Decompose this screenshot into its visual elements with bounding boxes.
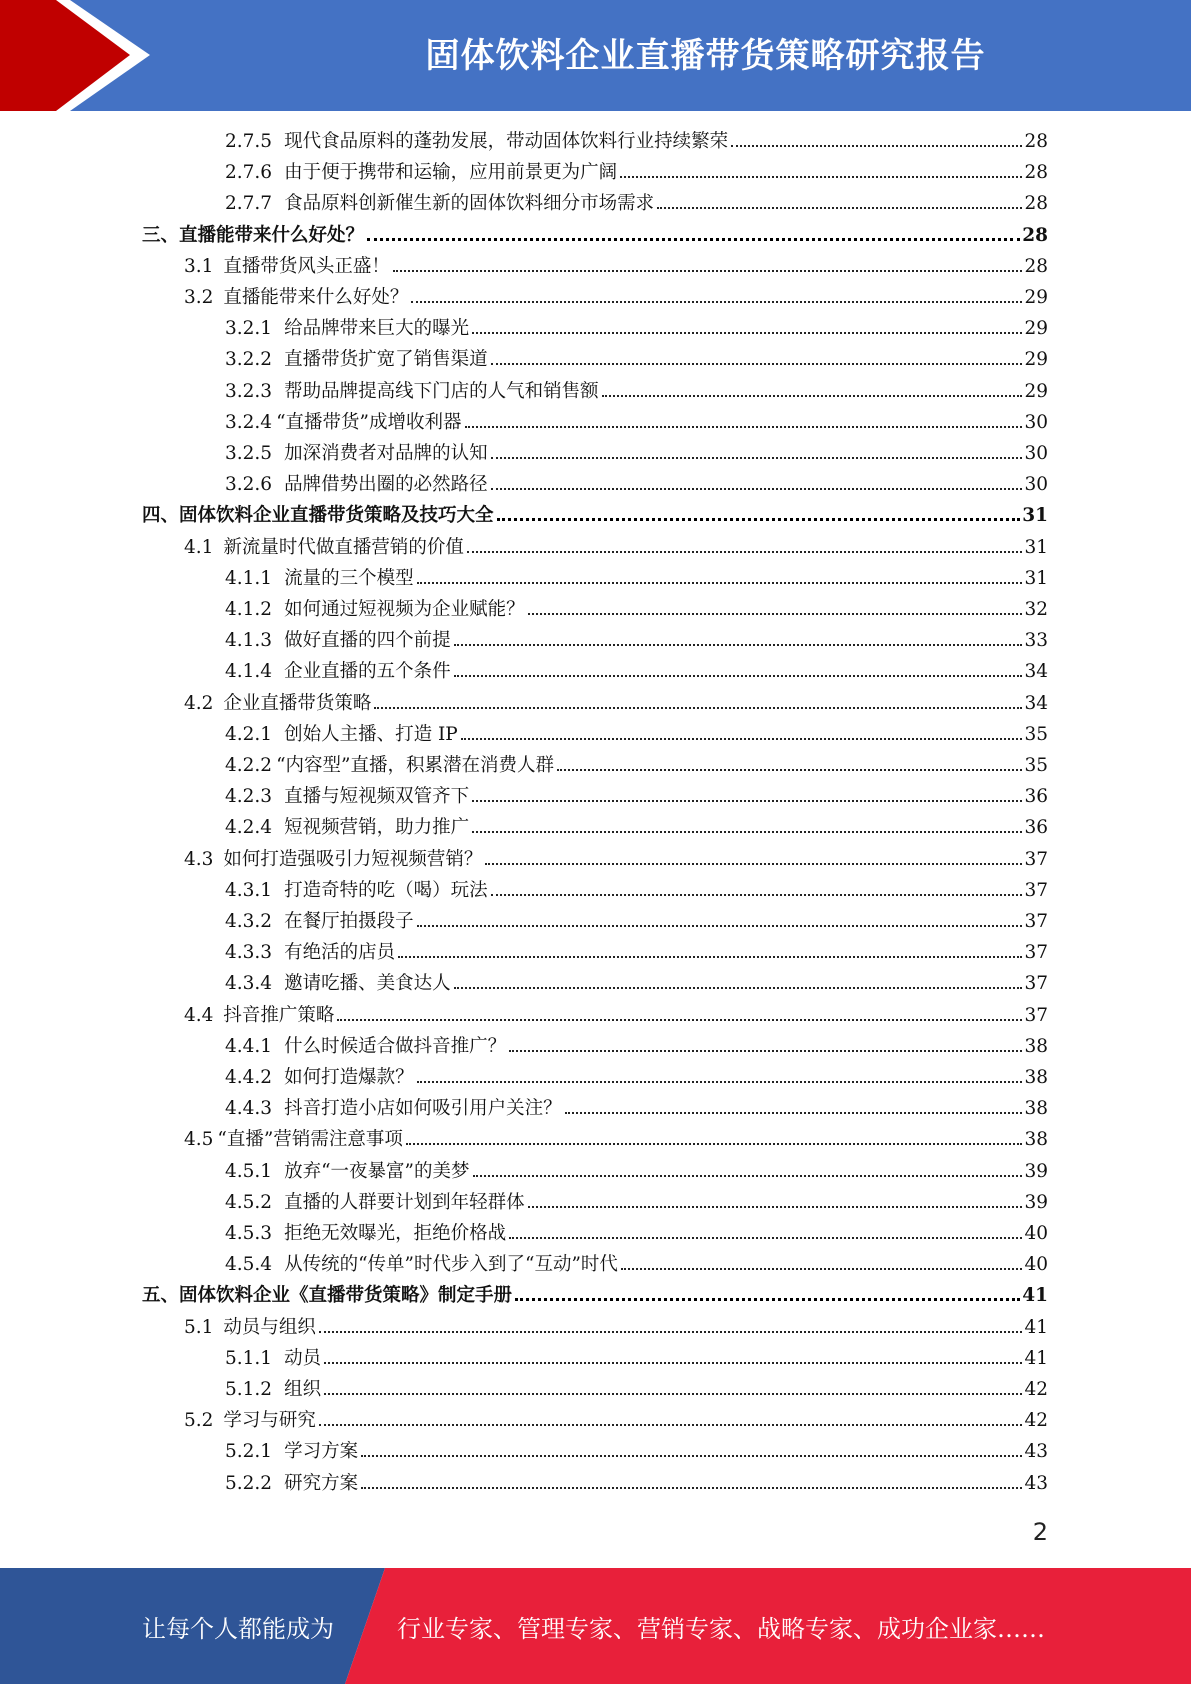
toc-entry-page: 36	[1024, 817, 1048, 839]
page-number: 2	[1032, 1518, 1048, 1546]
toc-entry-title: “直播带货”成增收利器	[276, 411, 462, 433]
toc-entry-number: 5.1.2	[225, 1379, 273, 1400]
toc-entry[interactable]	[184, 844, 1048, 875]
toc-entry-title: 食品原料创新催生新的固体饮料细分市场需求	[284, 193, 655, 215]
toc-entry-page: 33	[1024, 630, 1048, 652]
toc-entry[interactable]	[225, 438, 1048, 469]
toc-entry-number: 3.2.5	[225, 443, 273, 464]
toc-entry[interactable]	[225, 937, 1048, 968]
toc-entry-title: 企业直播带货策略	[223, 692, 372, 714]
toc-dot-leader	[319, 1331, 1023, 1333]
toc-entry-title: “直播”营销需注意事项	[217, 1129, 403, 1151]
toc-entry-title: 学习与研究	[223, 1410, 316, 1432]
toc-entry-page: 43	[1024, 1441, 1048, 1463]
toc-entry-title: 动员	[284, 1347, 322, 1369]
toc-dot-leader	[319, 1424, 1023, 1426]
toc-entry-title: 直播与短视频双管齐下	[284, 786, 470, 808]
toc-entry[interactable]	[225, 1062, 1048, 1093]
toc-entry-title: 由于便于携带和运输，应用前景更为广阔	[284, 162, 618, 184]
toc-entry-page: 35	[1024, 723, 1048, 745]
toc-entry-page: 40	[1024, 1223, 1048, 1244]
toc-entry-number: 3.2.1	[225, 318, 273, 340]
toc-entry-page: 28	[1022, 224, 1048, 246]
toc-dot-leader	[374, 707, 1022, 709]
toc-dot-leader	[417, 582, 1023, 584]
toc-entry-page: 39	[1024, 1160, 1048, 1182]
toc-entry-title: 抖音推广策略	[223, 1004, 335, 1026]
toc-entry-title: 直播带货扩宽了销售渠道	[284, 349, 488, 371]
toc-entry-number: 三、	[142, 224, 180, 246]
toc-entry-title: 拒绝无效曝光，拒绝价格战	[284, 1223, 507, 1244]
toc-entry[interactable]	[225, 1187, 1048, 1218]
toc-dot-leader	[602, 395, 1023, 397]
footer-slogan-right: 行业专家、管理专家、营销专家、战略专家、成功企业家……	[397, 1614, 1045, 1643]
toc-dot-leader	[491, 457, 1023, 459]
toc-entry-number: 4.4.2	[225, 1067, 273, 1088]
toc-entry[interactable]	[184, 282, 1048, 313]
toc-entry[interactable]	[225, 1093, 1048, 1124]
toc-entry-number: 3.2.3	[225, 380, 273, 402]
toc-entry-page: 29	[1024, 318, 1048, 340]
toc-entry-number: 4.5.3	[225, 1223, 273, 1244]
toc-dot-leader	[515, 1298, 1020, 1301]
toc-dot-leader	[337, 1019, 1022, 1021]
toc-entry-page: 30	[1024, 443, 1048, 464]
toc-dot-leader	[528, 1206, 1023, 1208]
toc-entry-title: 直播带货风头正盛！	[223, 255, 390, 277]
toc-entry-page: 41	[1024, 1316, 1048, 1338]
toc-entry-page: 35	[1024, 755, 1048, 776]
toc-entry-number: 3.1	[184, 255, 214, 277]
toc-entry-number: 五、	[142, 1285, 180, 1307]
toc-entry-number: 4.2.2	[225, 755, 273, 776]
toc-entry-number: 4.3	[184, 848, 214, 870]
toc-entry-number: 4.2	[184, 692, 214, 714]
toc-entry-title: 如何打造强吸引力短视频营销？	[223, 848, 483, 870]
toc-entry-title: 如何打造爆款？	[284, 1067, 414, 1088]
toc-entry-page: 38	[1024, 1067, 1048, 1088]
toc-entry-title: 帮助品牌提高线下门店的人气和销售额	[284, 380, 599, 402]
toc-entry[interactable]	[184, 1312, 1048, 1343]
toc-entry-title: 研究方案	[284, 1472, 359, 1494]
toc-entry-title: 直播能带来什么好处？	[223, 287, 409, 308]
toc-entry-title: “内容型”直播，积累潜在消费人群	[276, 755, 554, 776]
toc-entry-title: 品牌借势出圈的必然路径	[284, 474, 488, 496]
toc-entry-title: 短视频营销，助力推广	[284, 817, 470, 839]
toc-entry[interactable]	[225, 563, 1048, 594]
toc-entry-page: 29	[1024, 349, 1048, 371]
toc-entry[interactable]	[225, 906, 1048, 937]
toc-entry[interactable]	[225, 781, 1048, 812]
toc-entry-page: 34	[1024, 661, 1048, 683]
toc-entry[interactable]	[184, 532, 1048, 563]
toc-dot-leader	[411, 301, 1022, 303]
toc-entry-page: 43	[1024, 1472, 1048, 1494]
toc-dot-leader	[472, 800, 1022, 802]
toc-entry-page: 38	[1024, 1098, 1048, 1120]
toc-entry[interactable]	[142, 500, 1048, 531]
toc-entry-title: 打造奇特的吃（喝）玩法	[284, 879, 488, 901]
toc-entry-number: 5.2	[184, 1410, 214, 1432]
toc-dot-leader	[473, 1175, 1023, 1177]
toc-entry-title: 固体饮料企业直播带货策略及技巧大全	[179, 505, 494, 527]
toc-entry-number: 4.4	[184, 1004, 214, 1026]
toc-entry-number: 4.5.2	[225, 1191, 273, 1213]
toc-entry-number: 4.2.3	[225, 786, 273, 808]
toc-entry-page: 28	[1024, 193, 1048, 215]
toc-entry[interactable]	[225, 126, 1048, 157]
toc-entry[interactable]	[184, 251, 1048, 282]
toc-entry-number: 4.3.3	[225, 942, 273, 964]
toc-dot-leader	[454, 987, 1023, 989]
toc-dot-leader	[465, 426, 1023, 428]
toc-entry-title: 抖音打造小店如何吸引用户关注？	[284, 1098, 562, 1120]
toc-entry-page: 30	[1024, 411, 1048, 433]
toc-entry-page: 37	[1024, 942, 1048, 964]
toc-entry[interactable]	[184, 1124, 1048, 1155]
toc-entry-number: 2.7.6	[225, 162, 273, 184]
toc-entry[interactable]	[225, 656, 1048, 687]
toc-entry-title: 给品牌带来巨大的曝光	[284, 318, 470, 340]
toc-entry-number: 3.2	[184, 287, 214, 308]
toc-entry-page: 29	[1024, 287, 1048, 308]
toc-entry-page: 37	[1024, 1004, 1048, 1026]
toc-entry-page: 32	[1024, 599, 1048, 620]
toc-entry-page: 37	[1024, 848, 1048, 870]
toc-entry-title: 学习方案	[284, 1441, 359, 1463]
toc-entry-page: 28	[1024, 255, 1048, 277]
toc-dot-leader	[367, 238, 1020, 241]
footer-slogan-left: 让每个人都能成为	[142, 1614, 334, 1643]
toc-dot-leader	[731, 145, 1022, 147]
toc-entry[interactable]	[225, 1374, 1048, 1405]
toc-entry[interactable]	[184, 1000, 1048, 1031]
toc-entry-number: 4.1.2	[225, 599, 273, 620]
toc-dot-leader	[361, 1455, 1022, 1457]
toc-entry[interactable]	[225, 157, 1048, 188]
toc-entry-title: 加深消费者对品牌的认知	[284, 443, 488, 464]
toc-entry-number: 四、	[142, 505, 180, 527]
toc-entry-page: 40	[1024, 1254, 1048, 1276]
toc-dot-leader	[454, 644, 1023, 646]
header-banner	[0, 0, 1191, 111]
toc-entry-page: 41	[1024, 1347, 1048, 1369]
toc-entry-page: 31	[1024, 567, 1048, 589]
toc-entry-page: 42	[1024, 1410, 1048, 1432]
toc-entry[interactable]	[225, 719, 1048, 750]
toc-entry[interactable]	[225, 1031, 1048, 1062]
toc-entry-title: 有绝活的店员	[284, 942, 396, 964]
toc-entry-title: 从传统的“传单”时代步入到了“互动”时代	[284, 1254, 618, 1276]
toc-entry-number: 4.3.4	[225, 973, 273, 995]
toc-dot-leader	[485, 863, 1022, 865]
toc-entry-page: 30	[1024, 474, 1048, 496]
toc-entry-page: 29	[1024, 380, 1048, 402]
toc-entry[interactable]	[225, 469, 1048, 500]
toc-entry-page: 31	[1022, 505, 1048, 527]
toc-entry-number: 4.3.2	[225, 911, 273, 932]
toc-entry-page: 37	[1024, 973, 1048, 995]
toc-entry-title: 直播的人群要计划到年轻群体	[284, 1191, 525, 1213]
toc-dot-leader	[406, 1143, 1023, 1145]
toc-entry-number: 4.2.1	[225, 723, 273, 745]
toc-dot-leader	[417, 925, 1023, 927]
toc-entry-title: 做好直播的四个前提	[284, 630, 451, 652]
toc-entry[interactable]	[225, 1436, 1048, 1467]
toc-entry[interactable]	[225, 313, 1048, 344]
toc-entry[interactable]	[225, 407, 1048, 438]
toc-entry-number: 4.5	[184, 1129, 214, 1151]
toc-entry-page: 34	[1024, 692, 1048, 714]
toc-entry-page: 37	[1024, 879, 1048, 901]
toc-entry-page: 42	[1024, 1379, 1048, 1400]
toc-entry-number: 5.1.1	[225, 1347, 273, 1369]
toc-dot-leader	[620, 176, 1022, 178]
toc-entry-page: 38	[1024, 1035, 1048, 1057]
toc-entry-number: 5.2.1	[225, 1441, 273, 1463]
toc-entry-title: 流量的三个模型	[284, 567, 414, 589]
footer-banner	[0, 1568, 1191, 1684]
toc-entry[interactable]	[225, 1218, 1048, 1249]
toc-entry-number: 2.7.5	[225, 131, 273, 152]
toc-entry-number: 4.4.1	[225, 1035, 273, 1057]
toc-entry-number: 2.7.7	[225, 193, 273, 215]
toc-dot-leader	[565, 1112, 1023, 1114]
toc-dot-leader	[472, 332, 1022, 334]
toc-entry-title: 如何通过短视频为企业赋能？	[284, 599, 525, 620]
toc-entry-number: 4.5.1	[225, 1160, 273, 1182]
toc-dot-leader	[461, 738, 1023, 740]
toc-entry-number: 3.2.6	[225, 474, 273, 496]
toc-entry[interactable]	[142, 220, 1048, 251]
toc-dot-leader	[509, 1237, 1022, 1239]
toc-entry[interactable]	[225, 1468, 1048, 1499]
toc-dot-leader	[497, 518, 1021, 521]
toc-dot-leader	[324, 1362, 1022, 1364]
toc-entry-number: 4.3.1	[225, 879, 273, 901]
toc-entry-number: 4.1.3	[225, 630, 273, 652]
toc-entry[interactable]	[142, 1280, 1048, 1311]
toc-dot-leader	[491, 363, 1023, 365]
toc-entry-title: 企业直播的五个条件	[284, 661, 451, 683]
toc-dot-leader	[621, 1268, 1023, 1270]
toc-dot-leader	[361, 1487, 1022, 1489]
toc-dot-leader	[491, 894, 1023, 896]
toc-dot-leader	[472, 831, 1022, 833]
toc-entry-title: 直播能带来什么好处？	[179, 224, 365, 246]
toc-entry-page: 31	[1024, 536, 1048, 558]
toc-entry-title: 放弃“一夜暴富”的美梦	[284, 1160, 470, 1182]
toc-entry-page: 38	[1024, 1129, 1048, 1151]
toc-entry-number: 3.2.4	[225, 411, 273, 433]
toc-entry[interactable]	[225, 1156, 1048, 1187]
toc-entry[interactable]	[225, 344, 1048, 375]
toc-dot-leader	[528, 613, 1023, 615]
toc-dot-leader	[417, 1081, 1023, 1083]
toc-entry[interactable]	[225, 968, 1048, 999]
toc-entry[interactable]	[225, 1249, 1048, 1280]
toc-entry[interactable]	[184, 688, 1048, 719]
toc-entry[interactable]	[225, 812, 1048, 843]
toc-entry[interactable]	[225, 188, 1048, 219]
toc-entry-title: 邀请吃播、美食达人	[284, 973, 451, 995]
toc-entry-page: 37	[1024, 911, 1048, 932]
toc-entry-page: 28	[1024, 131, 1048, 152]
toc-entry-page: 39	[1024, 1191, 1048, 1213]
document-title: 固体饮料企业直播带货策略研究报告	[425, 35, 986, 76]
toc-dot-leader	[398, 956, 1022, 958]
toc-entry-number: 5.2.2	[225, 1472, 273, 1494]
toc-entry-page: 28	[1024, 162, 1048, 184]
toc-entry-title: 固体饮料企业《直播带货策略》制定手册	[179, 1285, 513, 1307]
toc-dot-leader	[393, 270, 1023, 272]
toc-entry-number: 4.5.4	[225, 1254, 273, 1276]
toc-entry-number: 4.2.4	[225, 817, 273, 839]
toc-dot-leader	[324, 1393, 1022, 1395]
toc-entry[interactable]	[225, 1343, 1048, 1374]
toc-entry-title: 在餐厅拍摄段子	[284, 911, 414, 932]
toc-entry[interactable]	[225, 376, 1048, 407]
toc-entry[interactable]	[225, 875, 1048, 906]
toc-entry-page: 36	[1024, 786, 1048, 808]
toc-entry-title: 组织	[284, 1379, 322, 1400]
toc-entry-title: 现代食品原料的蓬勃发展，带动固体饮料行业持续繁荣	[284, 131, 729, 152]
toc-entry[interactable]	[225, 625, 1048, 656]
toc-entry-number: 4.1	[184, 536, 214, 558]
toc-dot-leader	[557, 769, 1022, 771]
toc-entry-page: 41	[1022, 1285, 1048, 1307]
toc-entry-title: 创始人主播、打造 IP	[284, 723, 458, 745]
toc-entry-title: 新流量时代做直播营销的价值	[223, 536, 464, 558]
toc-entry-number: 4.1.4	[225, 661, 273, 683]
toc-entry[interactable]	[225, 594, 1048, 625]
toc-entry-number: 5.1	[184, 1316, 214, 1338]
toc-dot-leader	[491, 488, 1023, 490]
toc-entry-number: 4.4.3	[225, 1098, 273, 1120]
toc-entry[interactable]	[184, 1405, 1048, 1436]
toc-entry-title: 动员与组织	[223, 1316, 316, 1338]
toc-entry[interactable]	[225, 750, 1048, 781]
toc-entry-number: 3.2.2	[225, 349, 273, 371]
toc-dot-leader	[454, 675, 1023, 677]
toc-entry-number: 4.1.1	[225, 567, 273, 589]
toc-dot-leader	[657, 207, 1022, 209]
toc-dot-leader	[509, 1050, 1022, 1052]
toc-entry-title: 什么时候适合做抖音推广？	[284, 1035, 507, 1057]
toc-dot-leader	[467, 551, 1023, 553]
